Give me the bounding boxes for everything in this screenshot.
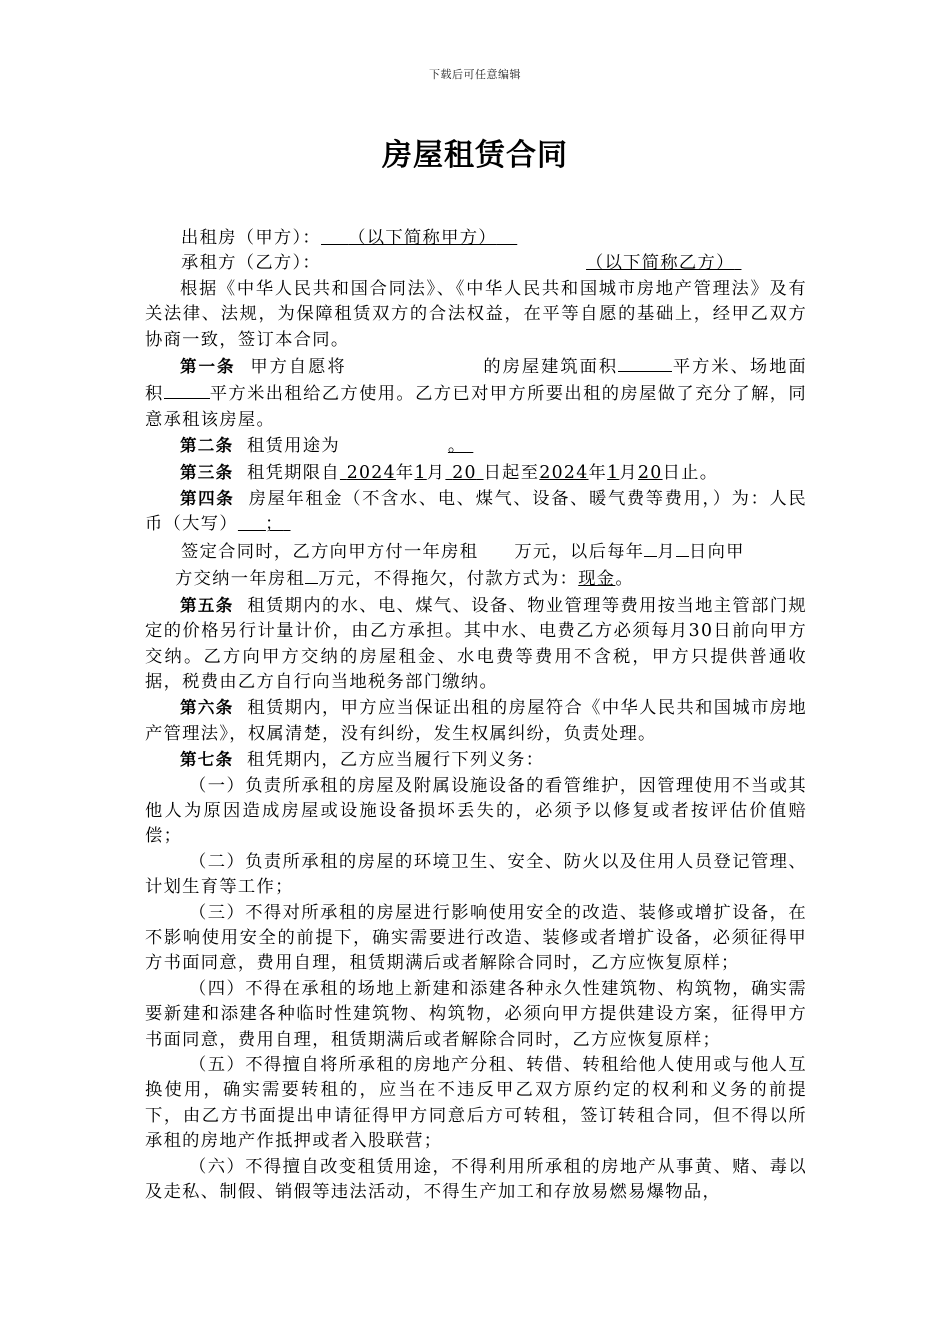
article-6-label: 第六条 (180, 698, 234, 718)
end-month (607, 463, 619, 483)
end-year (539, 463, 588, 483)
payment-text-6: 万元，不得拖欠，付款方式为： (318, 569, 579, 590)
start-month-unit: 月 (426, 462, 446, 483)
article-3-text-2: 日起至 (483, 462, 540, 483)
article-5-text: 租赁期内的水、电、煤气、设备、物业管理等费用按当地主管部门规定的价格另行计量计价，由乙方承担。其中水、电费乙方必须每月30日前向甲方交纳。乙方向甲方交纳的房屋租金、水电费等费用不含税，甲方只提供普通收据，税费由乙方自行向当地税务部门缴纳。 (145, 595, 807, 692)
payment-end: 。 (615, 569, 634, 590)
contract-title: 房屋租赁合同 (382, 138, 568, 173)
article-2-label: 第二条 (180, 436, 234, 456)
article-7-item-2: （二）负责所承租的房屋的环境卫生、安全、防火以及住用人员登记管理、计划生育等工作； (145, 851, 807, 898)
party-a-label: 出租房（甲方）： (181, 228, 322, 248)
article-7-text: 租凭期内，乙方应当履行下列义务： (247, 750, 545, 771)
start-month (415, 463, 427, 483)
article-1-text-4: 平方米出租给乙方使用。乙方已对甲方所要出租的房屋做了充分了解，同意承租该房屋。 (145, 384, 807, 430)
start-year (340, 463, 396, 483)
rent-semicolon: ； (265, 514, 284, 535)
article-7-item-3: （三）不得对所承租的房屋进行影响使用安全的改造、装修或增扩设备，在不影响使用安全的前提下，确实需要进行改造、装修或者增扩设备，必须征得甲方书面同意，费用自理，租赁期满后或者解除合同时，乙方应恢复原样； (145, 902, 807, 974)
usage-blank (340, 436, 473, 456)
payment-text-5: 方交纳一年房租 (175, 569, 306, 590)
article-7-label: 第七条 (180, 750, 234, 770)
article-3-text-1: 租凭期限自 (247, 462, 340, 483)
start-month-value: 1 (414, 462, 427, 483)
end-year-value: 2024 (539, 462, 589, 483)
site-area-blank (164, 380, 210, 399)
article-2 (145, 433, 807, 459)
article-2-text-1: 租赁用途为 (247, 436, 340, 457)
article-6-text: 租赁期内，甲方应当保证出租的房屋符合《中华人民共和国城市房地产管理法》，权属清楚，没有纠纷，发生权属纠纷，负责处理。 (145, 698, 807, 744)
rent-amount-blank (238, 514, 291, 534)
article-6 (145, 695, 807, 747)
preamble: 根据《中华人民共和国合同法》、《中华人民共和国城市房地产管理法》及有关法律、法规，为保障租赁双方的合法权益，在平等自愿的基础上，经甲乙双方协商一致，签订本合同。 (145, 278, 807, 350)
party-a-note: （以下简称甲方） (348, 228, 497, 248)
pay-amount-blank (305, 565, 318, 584)
start-day (445, 463, 483, 483)
article-3 (145, 460, 807, 486)
end-day (638, 463, 663, 483)
article-7 (145, 747, 807, 773)
article-1-text-3: 平方米、场地面积 (145, 357, 807, 405)
payment-text-2: 万元，以后每年 (514, 541, 645, 562)
contract-body (145, 226, 807, 1205)
pay-month-blank (644, 538, 657, 557)
article-4-label: 第四条 (180, 489, 235, 509)
pay-day-blank (676, 538, 689, 557)
end-month-unit: 月 (619, 462, 638, 483)
payment-method: 现金 (578, 569, 616, 590)
article-5-label: 第五条 (180, 595, 234, 615)
start-day-value: 20 (452, 462, 477, 483)
party-b-label: 承租方（乙方）： (181, 253, 322, 274)
end-year-unit: 年 (588, 462, 608, 483)
payment-text-1: 签定合同时，乙方向甲方付一年房租 (181, 541, 479, 562)
article-3-label: 第三条 (180, 462, 234, 482)
party-b-note: （以下简称乙方） (586, 253, 735, 274)
article-5 (145, 593, 807, 696)
payment-text-3: 月 (657, 541, 676, 562)
article-1-text-2: 的房屋建筑面积 (482, 357, 619, 378)
party-a-field (321, 228, 517, 248)
start-year-unit: 年 (395, 462, 415, 483)
party-b-field (321, 253, 741, 273)
article-7-item-5: （五）不得擅自将所承租的房地产分租、转借、转租给他人使用或与他人互换使用，确实需要转租的，应当在不违反甲乙双方原约定的权利和义务的前提下，由乙方书面提出申请征得甲方同意后方可转租，签订转租合同，但不得以所承租的房地产作抵押或者入股联营； (145, 1055, 807, 1152)
end-day-value: 20 (638, 462, 663, 483)
article-7-item-1: （一）负责所承租的房屋及附属设施设备的看管维护，因管理使用不当或其他人为原因造成房屋或设施设备损坏丢失的，必须予以修复或者按评估价值赔偿； (145, 775, 807, 847)
article-4-text-1: 房屋年租金（不含水、电、煤气、设备、暖气费等费用，）为：人民币（大写） (145, 489, 807, 535)
article-7-item-4: （四）不得在承租的场地上新建和添建各种永久性建筑物、构筑物，确实需要新建和添建各种临时性建筑物、构筑物，必须向甲方提供建设方案，征得甲方书面同意，费用自理，租赁期满后或者解除合同时，乙方应恢复原样； (145, 978, 807, 1050)
building-area-blank (618, 353, 672, 372)
start-year-value: 2024 (346, 462, 396, 483)
usage-period: 。 (447, 436, 467, 457)
article-7-item-6: （六）不得擅自改变租赁用途，不得利用所承租的房地产从事黄、赌、毒以及走私、制假、销假等违法活动，不得生产加工和存放易燃易爆物品， (145, 1156, 807, 1203)
party-a-line (145, 226, 807, 251)
article-1-text-1: 甲方自愿将 (250, 357, 347, 378)
article-3-text-3: 日止。 (662, 462, 719, 483)
payment-line-1 (145, 538, 807, 565)
payment-text-4: 日向甲 (688, 541, 745, 562)
party-b-line (145, 251, 807, 276)
article-1-label: 第一条 (180, 357, 236, 377)
payment-line-2 (145, 565, 807, 592)
article-1 (145, 353, 807, 433)
article-4 (145, 486, 807, 538)
end-month-value: 1 (607, 462, 620, 483)
header-note: 下载后可任意编辑 (429, 68, 521, 81)
